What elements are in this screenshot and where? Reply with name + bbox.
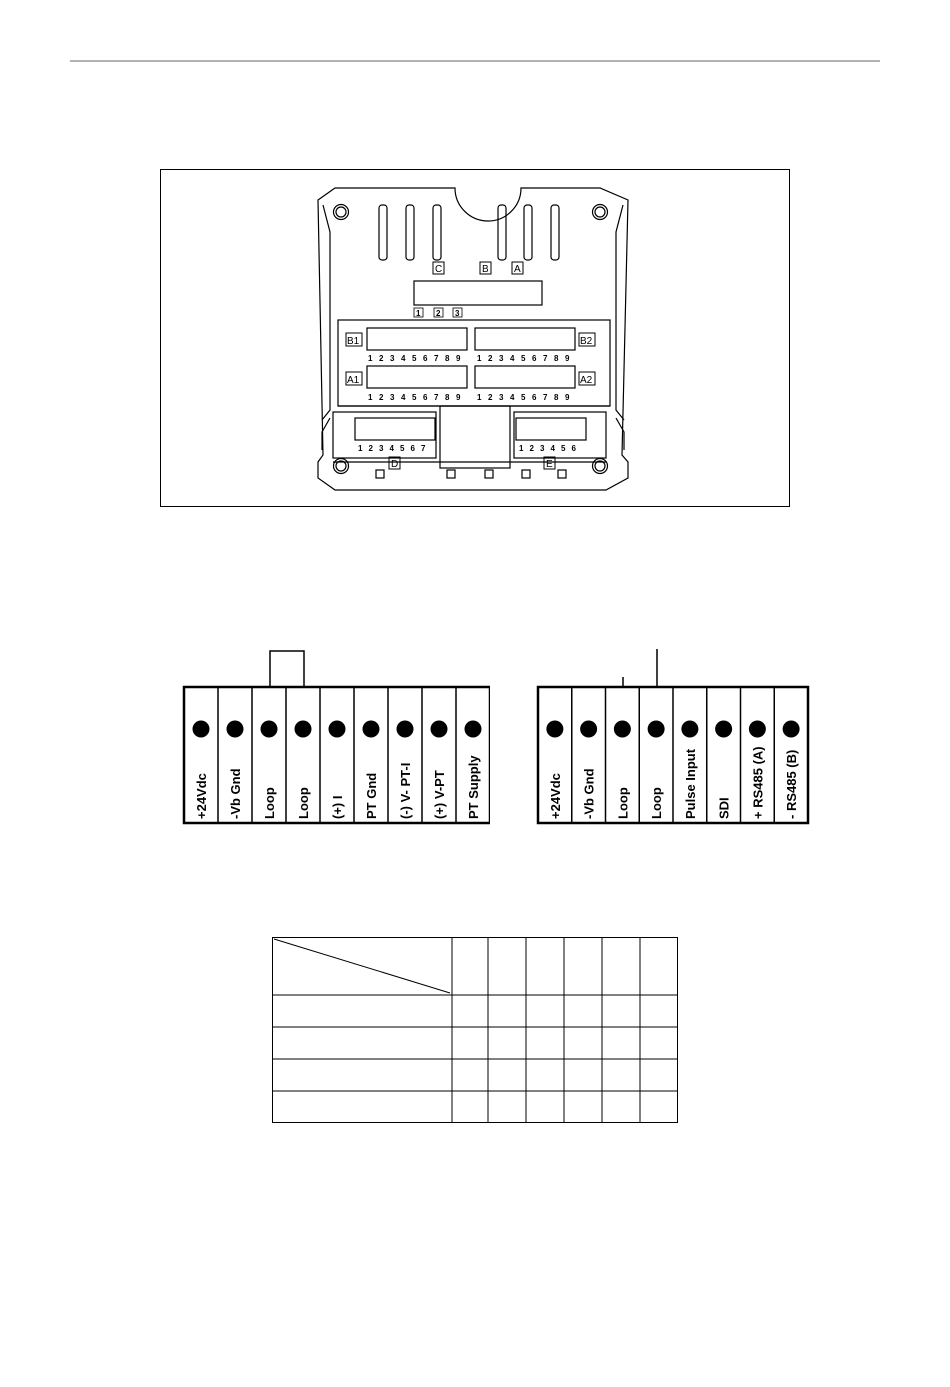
bank-b2-pin-3: 3	[499, 354, 504, 363]
bank-b2-pin-7: 7	[543, 354, 548, 363]
block-b-terminal-2-screw-icon	[580, 721, 597, 738]
bank-b1-pin-8: 8	[445, 354, 450, 363]
terminal-block-a	[180, 645, 490, 835]
block-a-terminal-6-label: PT Gnd	[364, 772, 379, 819]
block-a-terminal-4-screw-icon	[295, 721, 312, 738]
bank-label-a2: A2	[580, 375, 593, 386]
block-a-terminal-3-screw-icon	[261, 721, 278, 738]
bank-a2-pin-6: 6	[532, 393, 537, 402]
plug-d-pin-2: 2	[368, 444, 373, 453]
block-b-terminal-1-label: +24Vdc	[547, 773, 563, 819]
header-diagonal	[274, 939, 450, 993]
plug-d-pin-6: 6	[410, 444, 415, 453]
bank-a1-pin-9: 9	[456, 393, 461, 402]
block-a-terminal-7-label: (-) V- PT-I	[398, 762, 413, 819]
small-header-pin-2: 2	[436, 309, 441, 318]
bank-a2-pin-4: 4	[510, 393, 515, 402]
block-b-terminal-3-label: Loop	[615, 787, 631, 819]
block-a-terminal-9-screw-icon	[465, 721, 482, 738]
bank-a1-pin-7: 7	[434, 393, 439, 402]
block-a-terminal-5-screw-icon	[329, 721, 346, 738]
block-a-terminal-3-label: Loop	[262, 787, 277, 819]
plug-letter-c: C	[435, 264, 443, 275]
block-a-terminal-8-label: (+) V-PT	[432, 770, 447, 819]
bank-a1-pin-4: 4	[401, 393, 406, 402]
plug-letter-a: A	[514, 264, 521, 275]
bank-b1-pin-1: 1	[368, 354, 373, 363]
meter-back-drawing	[0, 0, 950, 520]
bank-a1-pin-2: 2	[379, 393, 384, 402]
block-b-terminal-7-label: + RS485 (A)	[750, 746, 766, 819]
bank-b1-pin-6: 6	[423, 354, 428, 363]
bank-b2-pin-5: 5	[521, 354, 526, 363]
block-a-terminal-6-screw-icon	[363, 721, 380, 738]
bank-a1-pin-1: 1	[368, 393, 373, 402]
bank-a2-pin-1: 1	[477, 393, 482, 402]
bank-b1-pin-7: 7	[434, 354, 439, 363]
block-a-terminal-1-screw-icon	[193, 721, 210, 738]
bank-a2-pin-2: 2	[488, 393, 493, 402]
bank-b2-pin-1: 1	[477, 354, 482, 363]
block-a-terminal-8-screw-icon	[431, 721, 448, 738]
bank-a1-pin-5: 5	[412, 393, 417, 402]
bank-a2-pin-3: 3	[499, 393, 504, 402]
block-a-terminal-5-label: (+) I	[330, 795, 345, 819]
block-b-terminal-4-screw-icon	[648, 721, 665, 738]
bank-b2-pin-2: 2	[488, 354, 493, 363]
bank-b2-pin-6: 6	[532, 354, 537, 363]
bank-label-b1: B1	[347, 336, 360, 347]
plug-e-pin-3: 3	[540, 444, 545, 453]
small-header-pin-1: 1	[416, 309, 421, 318]
bank-b1-pin-2: 2	[379, 354, 384, 363]
bank-b2-pin-8: 8	[554, 354, 559, 363]
plug-e-pin-6: 6	[571, 444, 576, 453]
terminal-block-b	[535, 645, 815, 835]
block-b-terminal-4-label: Loop	[649, 787, 665, 819]
plug-d-pin-4: 4	[389, 444, 394, 453]
block-a-terminal-7-screw-icon	[397, 721, 414, 738]
block-b-terminal-8-screw-icon	[783, 721, 800, 738]
bank-a2-pin-7: 7	[543, 393, 548, 402]
plug-d-pin-5: 5	[400, 444, 405, 453]
block-b-terminal-6-screw-icon	[715, 721, 732, 738]
bank-label-a1: A1	[347, 375, 360, 386]
bank-b1-pin-9: 9	[456, 354, 461, 363]
plug-letter-e: E	[546, 459, 553, 470]
plug-d-pin-3: 3	[379, 444, 384, 453]
bank-a1-pin-8: 8	[445, 393, 450, 402]
bank-a2-pin-5: 5	[521, 393, 526, 402]
block-b-terminal-5-screw-icon	[681, 721, 698, 738]
block-b-terminal-3-screw-icon	[614, 721, 631, 738]
block-a-terminal-1-label: +24Vdc	[194, 773, 209, 819]
plug-e-pin-4: 4	[550, 444, 555, 453]
bank-a1-pin-3: 3	[390, 393, 395, 402]
bank-a1-pin-6: 6	[423, 393, 428, 402]
block-a-terminal-9-label: PT Supply	[466, 755, 481, 819]
bank-a2-pin-8: 8	[554, 393, 559, 402]
plug-e-pin-1: 1	[519, 444, 524, 453]
block-a-terminal-2-screw-icon	[227, 721, 244, 738]
plug-e-pin-2: 2	[529, 444, 534, 453]
plug-d-pin-1: 1	[358, 444, 363, 453]
block-b-terminal-5-label: Pulse Input	[682, 748, 698, 819]
block-a-terminal-4-label: Loop	[296, 787, 311, 819]
small-header-pin-3: 3	[455, 309, 460, 318]
block-a-terminal-2-label: -Vb Gnd	[228, 768, 243, 819]
bank-b2-pin-4: 4	[510, 354, 515, 363]
bank-b1-pin-4: 4	[401, 354, 406, 363]
bank-a2-pin-9: 9	[565, 393, 570, 402]
plug-d-pin-7: 7	[421, 444, 426, 453]
block-b-terminal-7-screw-icon	[749, 721, 766, 738]
bank-b1-pin-3: 3	[390, 354, 395, 363]
plug-letter-b: B	[482, 264, 489, 275]
plug-letter-d: D	[391, 459, 399, 470]
bank-b2-pin-9: 9	[565, 354, 570, 363]
bank-b1-pin-5: 5	[412, 354, 417, 363]
block-b-terminal-2-label: -Vb Gnd	[581, 768, 597, 819]
block-b-terminal-1-screw-icon	[546, 721, 563, 738]
block-b-terminal-8-label: - RS485 (B)	[784, 749, 800, 819]
plug-e-pin-5: 5	[561, 444, 566, 453]
compatibility-grid	[272, 937, 680, 1125]
bank-label-b2: B2	[580, 336, 593, 347]
block-b-terminal-6-label: SDI	[716, 797, 732, 819]
